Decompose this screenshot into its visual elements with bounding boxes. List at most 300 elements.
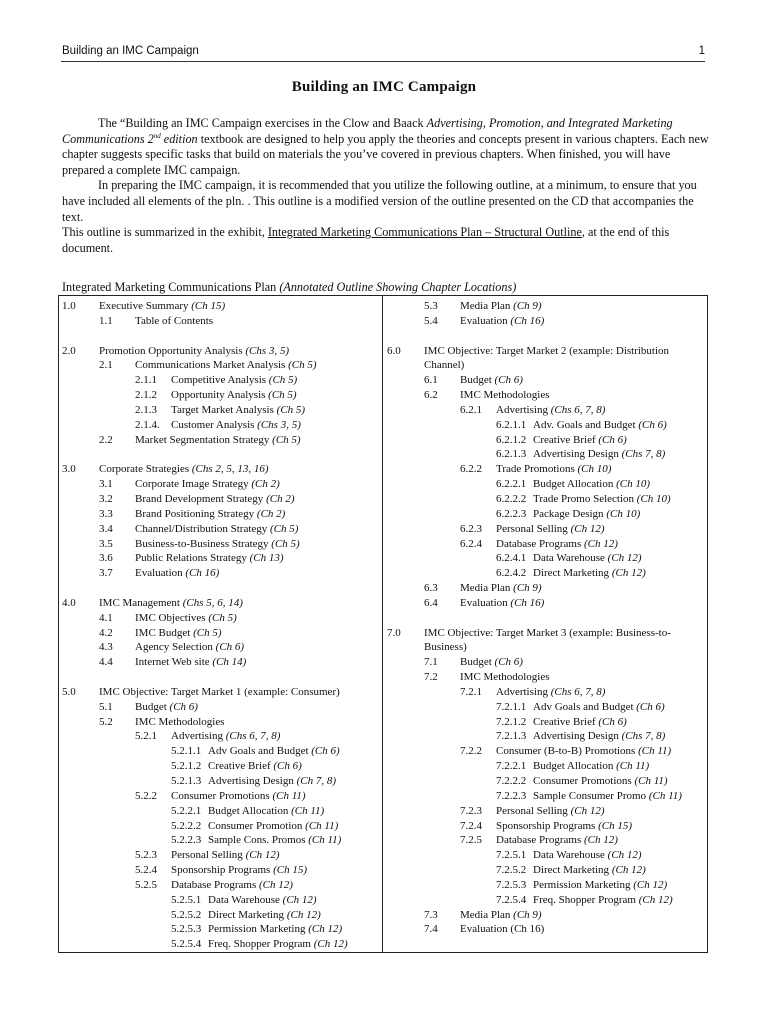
outline-number: 3.0 bbox=[62, 463, 76, 476]
outline-title: Permission Marketing bbox=[533, 878, 634, 891]
column-divider bbox=[382, 296, 383, 952]
outline-title: Creative Brief bbox=[533, 715, 599, 728]
outline-number: 5.2.1 bbox=[135, 730, 157, 743]
outline-entry bbox=[62, 640, 380, 655]
outline-title: Trade Promotions bbox=[496, 463, 578, 476]
outline-title: Market Segmentation Strategy bbox=[135, 433, 273, 446]
chapter-reference: (Ch 12) bbox=[308, 923, 343, 936]
outline-number: 7.2.5.4 bbox=[496, 893, 527, 906]
outline-number: 5.2.3 bbox=[135, 849, 157, 862]
outline-entry bbox=[62, 833, 380, 848]
chapter-reference: (Ch 9) bbox=[513, 908, 542, 921]
chapter-reference: (Chs 6, 7, 8) bbox=[550, 685, 606, 698]
document-title: Building an IMC Campaign bbox=[291, 79, 477, 95]
chapter-reference: (Ch 16) bbox=[185, 567, 220, 580]
outline-label bbox=[460, 908, 542, 923]
outline-entry bbox=[62, 700, 380, 715]
outline-entry bbox=[62, 358, 380, 373]
outline-label bbox=[135, 537, 300, 552]
outline-title: IMC Objectives bbox=[135, 611, 209, 624]
outline-title: Target Market Analysis bbox=[171, 403, 277, 416]
outline-entry bbox=[387, 670, 705, 685]
book-title-text: Advertising, Promotion, and Integrated Marketing Communications 2 bbox=[62, 116, 673, 146]
outline-number: 3.7 bbox=[99, 567, 113, 580]
outline-label bbox=[135, 655, 246, 670]
intro-paragraph-1 bbox=[62, 116, 714, 178]
outline-entry bbox=[62, 462, 380, 477]
outline-number: 5.2.1.2 bbox=[171, 760, 202, 773]
outline-label bbox=[460, 655, 523, 670]
outline-entry bbox=[387, 566, 705, 581]
outline-entry bbox=[387, 581, 705, 596]
chapter-reference: (Ch 5) bbox=[208, 611, 237, 624]
outline-label bbox=[208, 908, 321, 923]
chapter-reference: (Ch 13) bbox=[249, 552, 284, 565]
outline-entry bbox=[387, 447, 705, 462]
outline-entry bbox=[387, 804, 705, 819]
chapter-reference: (Ch 15) bbox=[273, 864, 307, 877]
chapter-reference: (Ch 11) bbox=[305, 819, 339, 832]
outline-number: 5.2.2.1 bbox=[171, 804, 202, 817]
intro-p1-end: textbook are designed to help you apply the theories and concepts present in various chapters. Each new chapter suggests specific tasks that build on materials the you’ve covered in previous chapters. When finished, you will have prepared a complete IMC campaign. bbox=[62, 131, 709, 177]
outline-label bbox=[533, 418, 667, 433]
outline-entry bbox=[387, 655, 705, 670]
outline-label bbox=[208, 759, 302, 774]
outline-label bbox=[135, 358, 317, 373]
outline-title: Advertising bbox=[496, 403, 551, 416]
outline-label bbox=[208, 937, 348, 952]
outline-title: IMC Methodologies bbox=[460, 389, 550, 402]
outline-label bbox=[171, 789, 306, 804]
outline-label bbox=[135, 314, 213, 329]
outline-entry bbox=[62, 566, 380, 581]
outline-entry bbox=[62, 655, 380, 670]
outline-entry bbox=[62, 507, 380, 522]
outline-entry bbox=[62, 611, 380, 626]
outline-label bbox=[533, 715, 627, 730]
outline-title: Budget Allocation bbox=[208, 804, 292, 817]
outline-spacer bbox=[62, 670, 380, 685]
outline-label bbox=[135, 715, 225, 730]
outline-entry bbox=[387, 403, 705, 418]
outline-number: 6.2.3 bbox=[460, 522, 482, 535]
outline-number: 6.2.4.2 bbox=[496, 567, 527, 580]
outline-title: Consumer Promotions bbox=[171, 789, 273, 802]
chapter-reference: (Ch 6) bbox=[215, 641, 245, 654]
outline-number: 4.1 bbox=[99, 611, 113, 624]
intro-paragraph-2: In preparing the IMC campaign, it is recommended that you utilize the following outline, at a minimum, to ensure that you have included all elements of the pln. . This outline is a modified version of the outline presented on the CD that accompanies the text. bbox=[62, 178, 697, 224]
outline-label bbox=[533, 774, 668, 789]
outline-label bbox=[533, 759, 649, 774]
outline-number: 3.5 bbox=[99, 537, 113, 550]
outline-number: 2.0 bbox=[62, 344, 76, 357]
outline-title: Promotion Opportunity Analysis bbox=[99, 344, 246, 357]
outline-entry bbox=[387, 537, 705, 552]
chapter-reference: (Ch 15) bbox=[191, 300, 226, 312]
outline-number: 6.2.2 bbox=[460, 463, 482, 476]
outline-number: 6.2.2.2 bbox=[496, 492, 527, 505]
outline-number: 1.0 bbox=[62, 300, 76, 312]
chapter-reference: (Ch 6) bbox=[494, 374, 523, 387]
outline-title: Customer Analysis bbox=[171, 418, 258, 431]
outline-label bbox=[171, 373, 297, 388]
outline-entry bbox=[62, 344, 380, 359]
outline-entry bbox=[62, 774, 380, 789]
chapter-reference: (Chs 5, 6, 14) bbox=[182, 596, 243, 609]
outline-number: 6.2.2.1 bbox=[496, 478, 527, 491]
outline-number: 7.2.2.1 bbox=[496, 760, 527, 773]
outline-label bbox=[171, 848, 279, 863]
outline-number: 6.1 bbox=[424, 374, 438, 387]
outline-entry bbox=[387, 373, 705, 388]
outline-number: 2.1.3 bbox=[135, 403, 157, 416]
outline-number: 7.2.2 bbox=[460, 745, 482, 758]
outline-label bbox=[135, 522, 298, 537]
chapter-reference: (Ch 11) bbox=[291, 804, 325, 817]
chapter-reference: (Ch 6) bbox=[598, 715, 627, 728]
chapter-reference: (Ch 15) bbox=[598, 819, 632, 832]
chapter-reference: (Ch 6) bbox=[273, 760, 302, 773]
outline-number: 6.2.1.3 bbox=[496, 448, 527, 461]
outline-label bbox=[533, 507, 640, 522]
chapter-reference: (Ch 6) bbox=[598, 433, 627, 446]
outline-label bbox=[99, 344, 289, 359]
chapter-reference: (Ch 11) bbox=[648, 789, 682, 802]
outline-entry bbox=[387, 863, 705, 878]
outline-entry bbox=[387, 729, 705, 744]
intro-p3-start: This outline is summarized in the exhibit, bbox=[62, 225, 268, 240]
outline-number: 5.2.2.3 bbox=[171, 834, 202, 847]
outline-title: IMC Management bbox=[99, 596, 183, 609]
outline-title: Communications Market Analysis bbox=[135, 359, 289, 372]
outline-title: Freq. Shopper Program bbox=[533, 893, 639, 906]
outline-label bbox=[424, 626, 709, 656]
outline-label bbox=[460, 388, 550, 403]
chapter-reference: (Ch 12) bbox=[258, 878, 293, 891]
chapter-reference: (Ch 12) bbox=[286, 908, 321, 921]
outline-title: Budget bbox=[460, 374, 495, 387]
outline-title: Data Warehouse bbox=[533, 552, 608, 565]
outline-title: Data Warehouse bbox=[533, 849, 608, 862]
outline-spacer bbox=[62, 329, 380, 344]
outline-title: Permission Marketing bbox=[208, 923, 309, 936]
chapter-reference: (Ch 5) bbox=[276, 403, 306, 416]
outline-number: 3.1 bbox=[99, 478, 113, 491]
outline-title: Media Plan bbox=[460, 582, 514, 595]
outline-number: 6.4 bbox=[424, 596, 438, 609]
outline-title: Evaluation bbox=[460, 596, 511, 609]
outline-label bbox=[460, 314, 544, 329]
chapter-reference: (Chs 6, 7, 8) bbox=[550, 403, 606, 416]
outline-title: Advertising bbox=[171, 730, 226, 743]
outline-number: 5.2.1.1 bbox=[171, 745, 202, 758]
outline-entry bbox=[387, 893, 705, 908]
chapter-reference: (Ch 5) bbox=[268, 389, 297, 402]
outline-number: 4.3 bbox=[99, 641, 113, 654]
outline-number: 5.2.5.3 bbox=[171, 923, 202, 936]
outline-number: 7.4 bbox=[424, 923, 438, 936]
outline-entry bbox=[62, 744, 380, 759]
outline-entry bbox=[62, 299, 380, 314]
outline-label bbox=[533, 551, 642, 566]
outline-title: Personal Selling bbox=[171, 849, 246, 862]
chapter-reference: (Ch 16) bbox=[510, 596, 545, 609]
outline-entry bbox=[387, 715, 705, 730]
chapter-reference: (Ch 5) bbox=[268, 374, 298, 387]
table-caption bbox=[62, 280, 516, 295]
outline-label bbox=[496, 833, 618, 848]
chapter-reference: (Ch 16) bbox=[510, 314, 545, 327]
outline-entry bbox=[387, 522, 705, 537]
outline-title: Executive Summary bbox=[99, 300, 192, 312]
outline-label bbox=[135, 640, 244, 655]
outline-label bbox=[171, 729, 280, 744]
outline-label bbox=[533, 447, 665, 462]
outline-entry bbox=[62, 715, 380, 730]
chapter-reference: (Ch 12) bbox=[611, 864, 646, 877]
outline-label bbox=[135, 611, 237, 626]
chapter-reference: (Chs 3, 5) bbox=[245, 344, 290, 357]
chapter-reference: (Ch 7, 8) bbox=[296, 775, 337, 787]
chapter-reference: (Chs 7, 8) bbox=[621, 448, 666, 461]
running-header bbox=[61, 45, 705, 62]
caption-plain: Integrated Marketing Communications Plan bbox=[62, 280, 280, 294]
outline-label bbox=[135, 433, 301, 448]
outline-entry bbox=[62, 626, 380, 641]
chapter-reference: (Ch 5) bbox=[193, 626, 222, 639]
outline-title: Consumer Promotions bbox=[533, 775, 635, 787]
outline-title: Corporate Image Strategy bbox=[135, 478, 252, 491]
intro-p1-start: The “Building an IMC Campaign exercises in the Clow and Baack bbox=[98, 116, 427, 130]
outline-number: 6.2.4.1 bbox=[496, 552, 527, 565]
outline-label bbox=[533, 492, 671, 507]
outline-entry bbox=[387, 878, 705, 893]
outline-number: 6.3 bbox=[424, 582, 438, 595]
outline-entry bbox=[62, 759, 380, 774]
chapter-reference: (Ch 6) bbox=[311, 745, 340, 758]
outline-table bbox=[58, 295, 708, 953]
outline-title: Evaluation bbox=[135, 567, 186, 580]
outline-number: 5.2.5.4 bbox=[171, 938, 202, 951]
outline-title: Sponsorship Programs bbox=[496, 819, 599, 832]
running-title: Building an IMC Campaign bbox=[62, 45, 199, 57]
outline-title: Public Relations Strategy bbox=[135, 552, 250, 565]
outline-label bbox=[533, 863, 646, 878]
outline-label bbox=[460, 670, 550, 685]
outline-title: Consumer (B-to-B) Promotions bbox=[496, 745, 639, 758]
chapter-reference: (Chs 7, 8) bbox=[621, 730, 666, 743]
outline-title: Database Programs bbox=[496, 834, 584, 847]
outline-entry bbox=[387, 626, 705, 656]
outline-number: 7.1 bbox=[424, 656, 438, 669]
outline-number: 5.2.5.1 bbox=[171, 893, 202, 906]
outline-entry bbox=[62, 922, 380, 937]
chapter-reference: (Ch 5) bbox=[288, 359, 317, 372]
outline-title: Competitive Analysis bbox=[171, 374, 269, 387]
outline-number: 2.1 bbox=[99, 359, 113, 372]
intro-p3-end: , at the end of this document. bbox=[62, 225, 670, 255]
outline-title: Evaluation (Ch 16) bbox=[460, 923, 545, 936]
outline-entry bbox=[387, 789, 705, 804]
outline-entry bbox=[387, 462, 705, 477]
chapter-reference: (Ch 12) bbox=[638, 893, 673, 906]
outline-number: 5.4 bbox=[424, 314, 438, 327]
outline-title: Advertising bbox=[496, 685, 551, 698]
chapter-reference: (Ch 6) bbox=[494, 656, 523, 669]
outline-title: Opportunity Analysis bbox=[171, 389, 269, 402]
chapter-reference: (Ch 6) bbox=[169, 700, 198, 713]
outline-title: Freq. Shopper Program bbox=[208, 938, 314, 951]
outline-number: 4.0 bbox=[62, 596, 76, 609]
outline-label bbox=[208, 819, 338, 834]
outline-number: 7.2.1 bbox=[460, 685, 482, 698]
outline-number: 2.1.4. bbox=[135, 418, 160, 431]
outline-label bbox=[533, 700, 665, 715]
outline-title: Direct Marketing bbox=[208, 908, 287, 921]
outline-entry bbox=[62, 937, 380, 952]
outline-title: Budget Allocation bbox=[533, 478, 617, 491]
chapter-reference: (Ch 12) bbox=[607, 849, 642, 862]
outline-entry bbox=[387, 908, 705, 923]
chapter-reference: (Ch 12) bbox=[583, 537, 618, 550]
outline-title: Adv. Goals and Budget bbox=[533, 418, 639, 431]
outline-number: 6.2.1.1 bbox=[496, 418, 527, 431]
outline-entry bbox=[387, 551, 705, 566]
chapter-reference: (Ch 12) bbox=[313, 938, 348, 951]
outline-label bbox=[135, 551, 284, 566]
outline-label bbox=[496, 819, 632, 834]
outline-entry bbox=[387, 433, 705, 448]
outline-label bbox=[99, 596, 243, 611]
exhibit-link[interactable]: Integrated Marketing Communications Plan – Structural Outline bbox=[267, 225, 582, 240]
outline-entry bbox=[387, 833, 705, 848]
outline-label bbox=[496, 744, 671, 759]
outline-title: Direct Marketing bbox=[533, 567, 612, 580]
outline-entry bbox=[387, 388, 705, 403]
chapter-reference: (Ch 12) bbox=[607, 552, 642, 565]
outline-number: 5.2 bbox=[99, 715, 113, 728]
outline-entry bbox=[62, 848, 380, 863]
chapter-reference: (Ch 10) bbox=[577, 463, 612, 476]
outline-number: 7.2.5.1 bbox=[496, 849, 527, 862]
outline-label bbox=[208, 893, 317, 908]
outline-entry bbox=[62, 537, 380, 552]
outline-number: 5.2.2.2 bbox=[171, 819, 202, 832]
outline-title: Budget Allocation bbox=[533, 760, 617, 773]
outline-label bbox=[496, 462, 611, 477]
outline-title: Corporate Strategies bbox=[99, 463, 192, 476]
outline-label bbox=[208, 922, 342, 937]
outline-number: 1.1 bbox=[99, 314, 113, 327]
outline-number: 7.2.1.1 bbox=[496, 700, 527, 713]
outline-label bbox=[171, 418, 301, 433]
chapter-reference: (Ch 2) bbox=[256, 507, 286, 520]
outline-number: 3.3 bbox=[99, 507, 113, 520]
outline-title: Budget bbox=[460, 656, 495, 669]
outline-label bbox=[135, 477, 280, 492]
outline-entry bbox=[387, 596, 705, 611]
outline-title: IMC Objective: Target Market 3 (example: Business-to-Business) bbox=[424, 626, 671, 654]
book-edition-superscript: nd bbox=[153, 131, 161, 140]
outline-number: 7.2.2.2 bbox=[496, 775, 527, 787]
outline-title: IMC Objective: Target Market 1 (example: Consumer) bbox=[99, 685, 340, 698]
chapter-reference: (Ch 10) bbox=[616, 478, 651, 491]
outline-label bbox=[496, 685, 605, 700]
outline-entry bbox=[387, 314, 705, 329]
outline-number: 2.1.1 bbox=[135, 374, 157, 387]
outline-label bbox=[533, 789, 682, 804]
outline-entry bbox=[62, 789, 380, 804]
outline-entry bbox=[62, 729, 380, 744]
outline-label bbox=[135, 566, 219, 581]
chapter-reference: (Ch 14) bbox=[212, 656, 247, 669]
outline-title: Database Programs bbox=[171, 878, 259, 891]
outline-number: 2.1.2 bbox=[135, 389, 157, 402]
outline-label bbox=[171, 403, 305, 418]
outline-label bbox=[171, 388, 297, 403]
chapter-reference: (Ch 11) bbox=[616, 760, 650, 773]
outline-entry bbox=[62, 685, 380, 700]
outline-entry bbox=[387, 492, 705, 507]
outline-number: 7.2.5.2 bbox=[496, 864, 527, 877]
outline-label bbox=[460, 299, 542, 314]
outline-entry bbox=[62, 878, 380, 893]
outline-entry bbox=[387, 819, 705, 834]
outline-number: 4.4 bbox=[99, 656, 113, 669]
outline-title: Consumer Promotion bbox=[208, 819, 306, 832]
outline-number: 6.2.1 bbox=[460, 403, 482, 416]
outline-entry bbox=[62, 373, 380, 388]
outline-label bbox=[533, 878, 667, 893]
outline-entry bbox=[62, 477, 380, 492]
outline-entry bbox=[62, 418, 380, 433]
outline-label bbox=[533, 433, 627, 448]
outline-title: IMC Budget bbox=[135, 626, 194, 639]
outline-entry bbox=[62, 893, 380, 908]
outline-number: 6.2.1.2 bbox=[496, 433, 527, 446]
outline-number: 5.2.5.2 bbox=[171, 908, 202, 921]
outline-number: 5.2.5 bbox=[135, 878, 157, 891]
outline-label bbox=[171, 863, 307, 878]
chapter-reference: (Ch 11) bbox=[308, 834, 342, 847]
outline-left-column bbox=[62, 299, 380, 952]
chapter-reference: (Ch 12) bbox=[633, 878, 668, 891]
outline-entry bbox=[387, 848, 705, 863]
outline-entry bbox=[62, 492, 380, 507]
outline-title: Adv Goals and Budget bbox=[208, 745, 312, 758]
outline-number: 6.2.4 bbox=[460, 537, 482, 550]
outline-entry bbox=[387, 922, 705, 937]
outline-entry bbox=[387, 744, 705, 759]
outline-spacer bbox=[62, 581, 380, 596]
outline-entry bbox=[62, 314, 380, 329]
outline-title: Package Design bbox=[533, 507, 607, 520]
outline-entry bbox=[62, 863, 380, 878]
outline-spacer bbox=[387, 329, 705, 344]
outline-number: 7.2.1.2 bbox=[496, 715, 527, 728]
outline-label bbox=[496, 403, 605, 418]
outline-title: Personal Selling bbox=[496, 804, 571, 817]
outline-label bbox=[496, 522, 604, 537]
outline-number: 7.2.5 bbox=[460, 834, 482, 847]
outline-entry bbox=[62, 388, 380, 403]
outline-title: Personal Selling bbox=[496, 522, 571, 535]
outline-label bbox=[533, 848, 642, 863]
outline-title: Sample Cons. Promos bbox=[208, 834, 309, 847]
chapter-reference: (Ch 12) bbox=[245, 849, 280, 862]
chapter-reference: (Ch 9) bbox=[513, 300, 542, 312]
outline-entry bbox=[387, 759, 705, 774]
